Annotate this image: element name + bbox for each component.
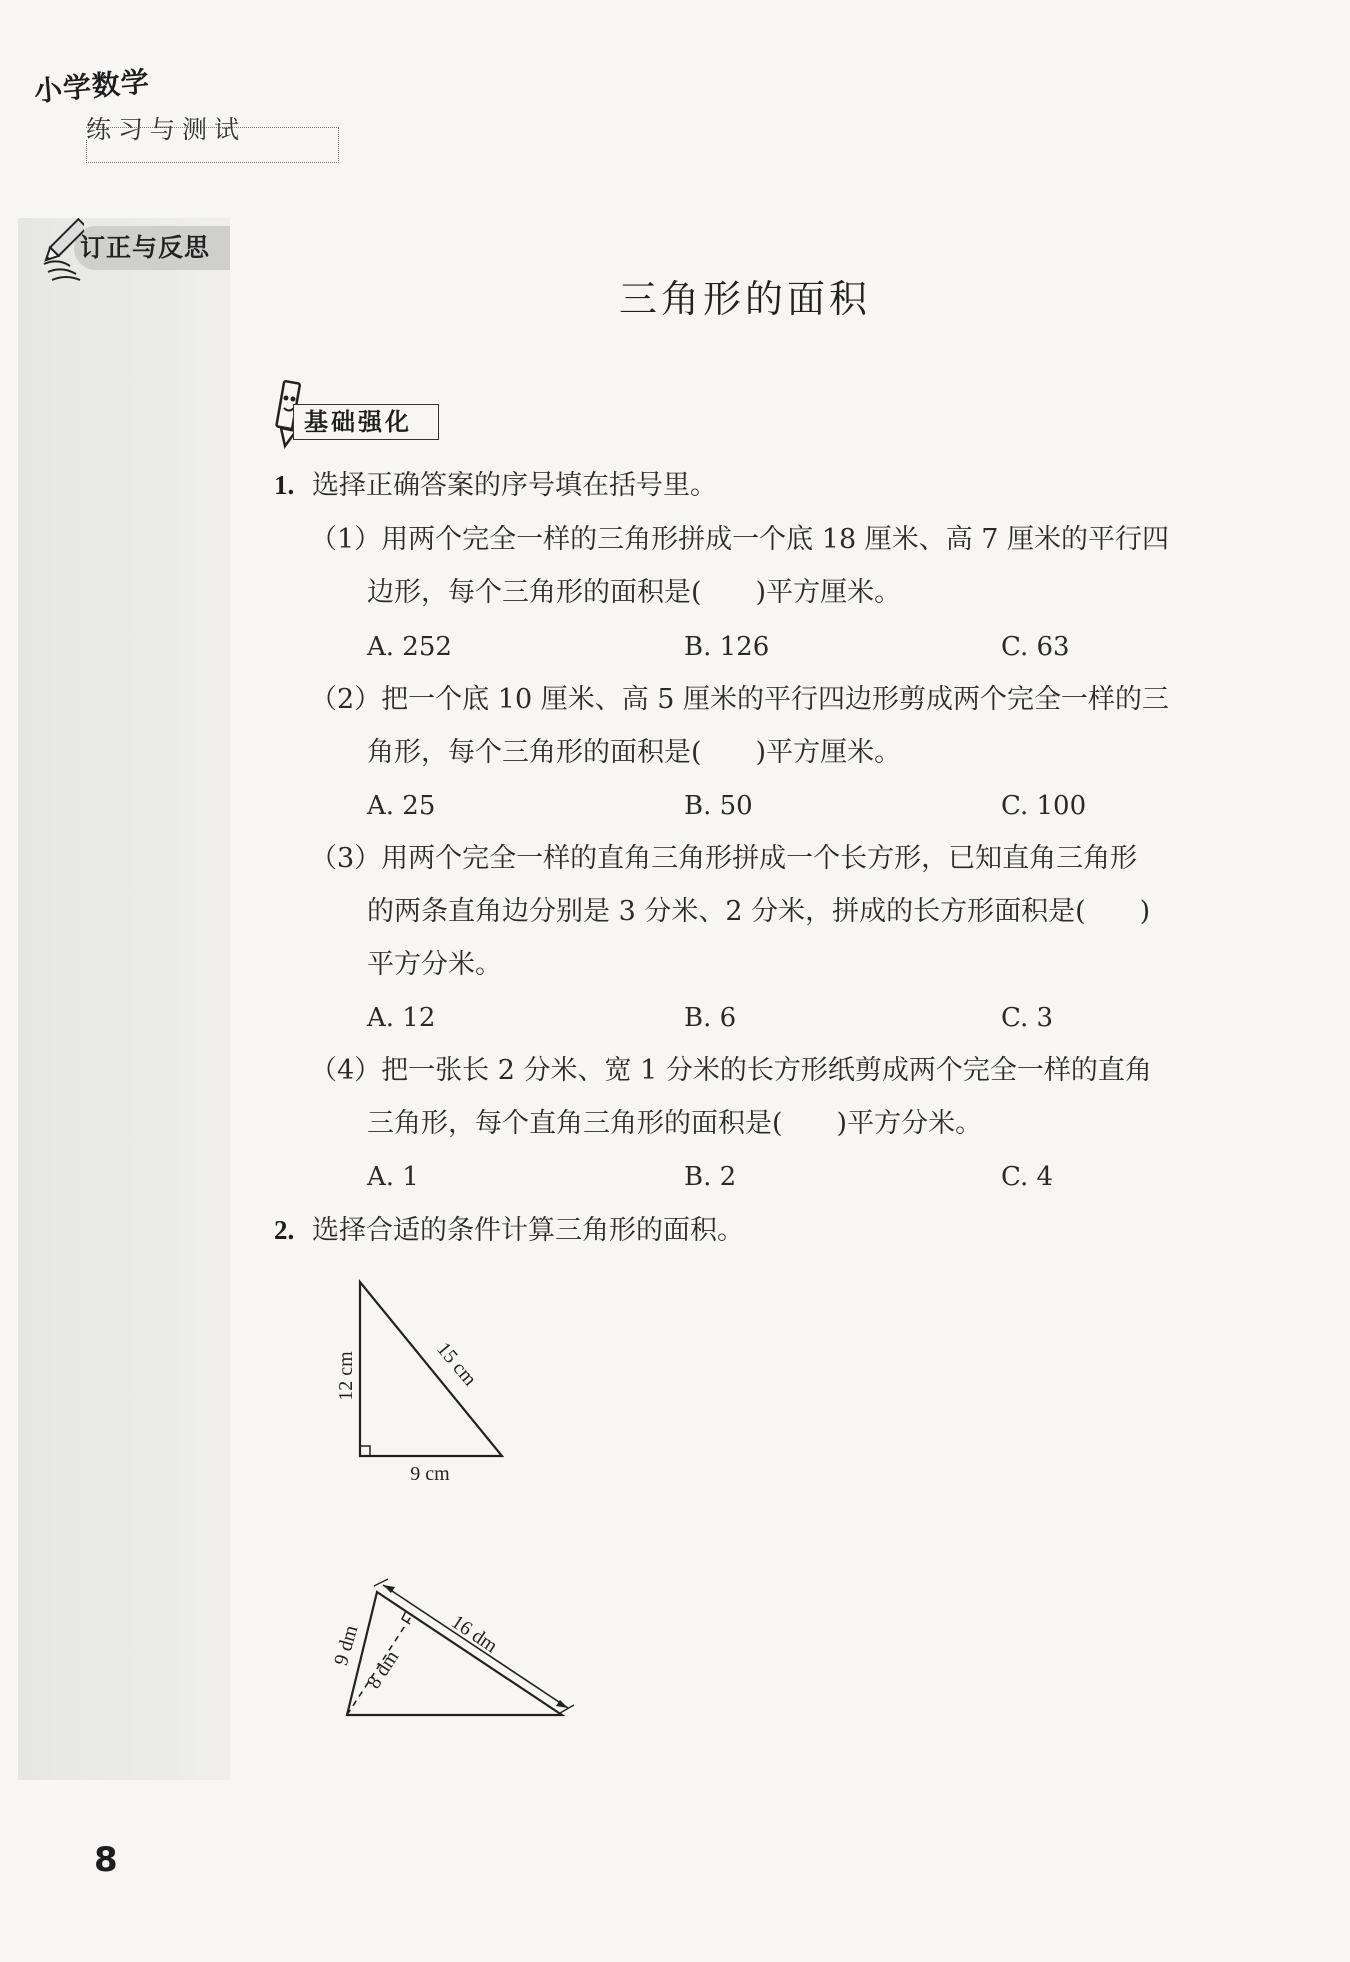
sub-question-line: 的两条直角边分别是 3 分米、2 分米，拼成的长方形面积是( ) bbox=[367, 896, 1151, 927]
right-triangle-figure bbox=[320, 1270, 520, 1490]
option-b: B. 126 bbox=[684, 632, 770, 662]
side-label-top: 16 dm bbox=[447, 1610, 502, 1658]
sub-question-line: （4）把一张长 2 分米、宽 1 分米的长方形纸剪成两个完全一样的直角 bbox=[310, 1055, 1152, 1086]
section-label: 基础强化 bbox=[304, 408, 412, 436]
triangle-with-height-figure bbox=[330, 1575, 580, 1735]
question-stem: 选择正确答案的序号填在括号里。 bbox=[312, 470, 717, 501]
side-label-hypotenuse: 15 cm bbox=[432, 1338, 481, 1391]
question-number: 1. bbox=[274, 470, 295, 500]
option-c: C. 100 bbox=[1001, 791, 1087, 821]
side-label-base: 9 cm bbox=[410, 1463, 450, 1485]
option-a: A. 252 bbox=[367, 632, 452, 662]
option-b: B. 6 bbox=[684, 1003, 737, 1033]
sidebar-tab-label: 订正与反思 bbox=[80, 233, 211, 262]
brand-title: 小学数学 bbox=[32, 64, 152, 108]
extension-tick bbox=[374, 1579, 388, 1586]
option-a: A. 12 bbox=[367, 1003, 436, 1033]
side-label-vertical: 12 cm bbox=[335, 1351, 357, 1401]
height-label: 8 dm bbox=[362, 1646, 404, 1693]
page-number: 8 bbox=[94, 1840, 118, 1880]
triangle-shape bbox=[360, 1282, 502, 1456]
sub-question-line: 角形，每个三角形的面积是( )平方厘米。 bbox=[367, 737, 902, 768]
right-angle-mark bbox=[360, 1446, 370, 1456]
question-stem: 选择合适的条件计算三角形的面积。 bbox=[312, 1215, 744, 1246]
brand-subtitle: 练习与测试 bbox=[86, 115, 247, 144]
question-number: 2. bbox=[274, 1215, 295, 1245]
option-c: C. 4 bbox=[1001, 1162, 1054, 1192]
page-title: 三角形的面积 bbox=[618, 277, 871, 321]
option-c: C. 3 bbox=[1001, 1003, 1054, 1033]
option-a: A. 1 bbox=[367, 1162, 419, 1192]
option-a: A. 25 bbox=[367, 791, 436, 821]
option-b: B. 2 bbox=[684, 1162, 737, 1192]
option-c: C. 63 bbox=[1001, 632, 1070, 662]
side-label-left: 9 dm bbox=[330, 1622, 363, 1668]
correction-sidebar bbox=[18, 218, 230, 1780]
sub-question-line: 边形，每个三角形的面积是( )平方厘米。 bbox=[367, 577, 902, 608]
sub-question-line: 平方分米。 bbox=[367, 949, 502, 980]
sub-question-line: 三角形，每个直角三角形的面积是( )平方分米。 bbox=[367, 1108, 983, 1139]
option-b: B. 50 bbox=[684, 791, 753, 821]
sub-question-line: （2）把一个底 10 厘米、高 5 厘米的平行四边形剪成两个完全一样的三 bbox=[310, 684, 1170, 715]
sub-question-line: （1）用两个完全一样的三角形拼成一个底 18 厘米、高 7 厘米的平行四 bbox=[310, 524, 1170, 555]
sub-question-line: （3）用两个完全一样的直角三角形拼成一个长方形，已知直角三角形 bbox=[310, 843, 1138, 874]
